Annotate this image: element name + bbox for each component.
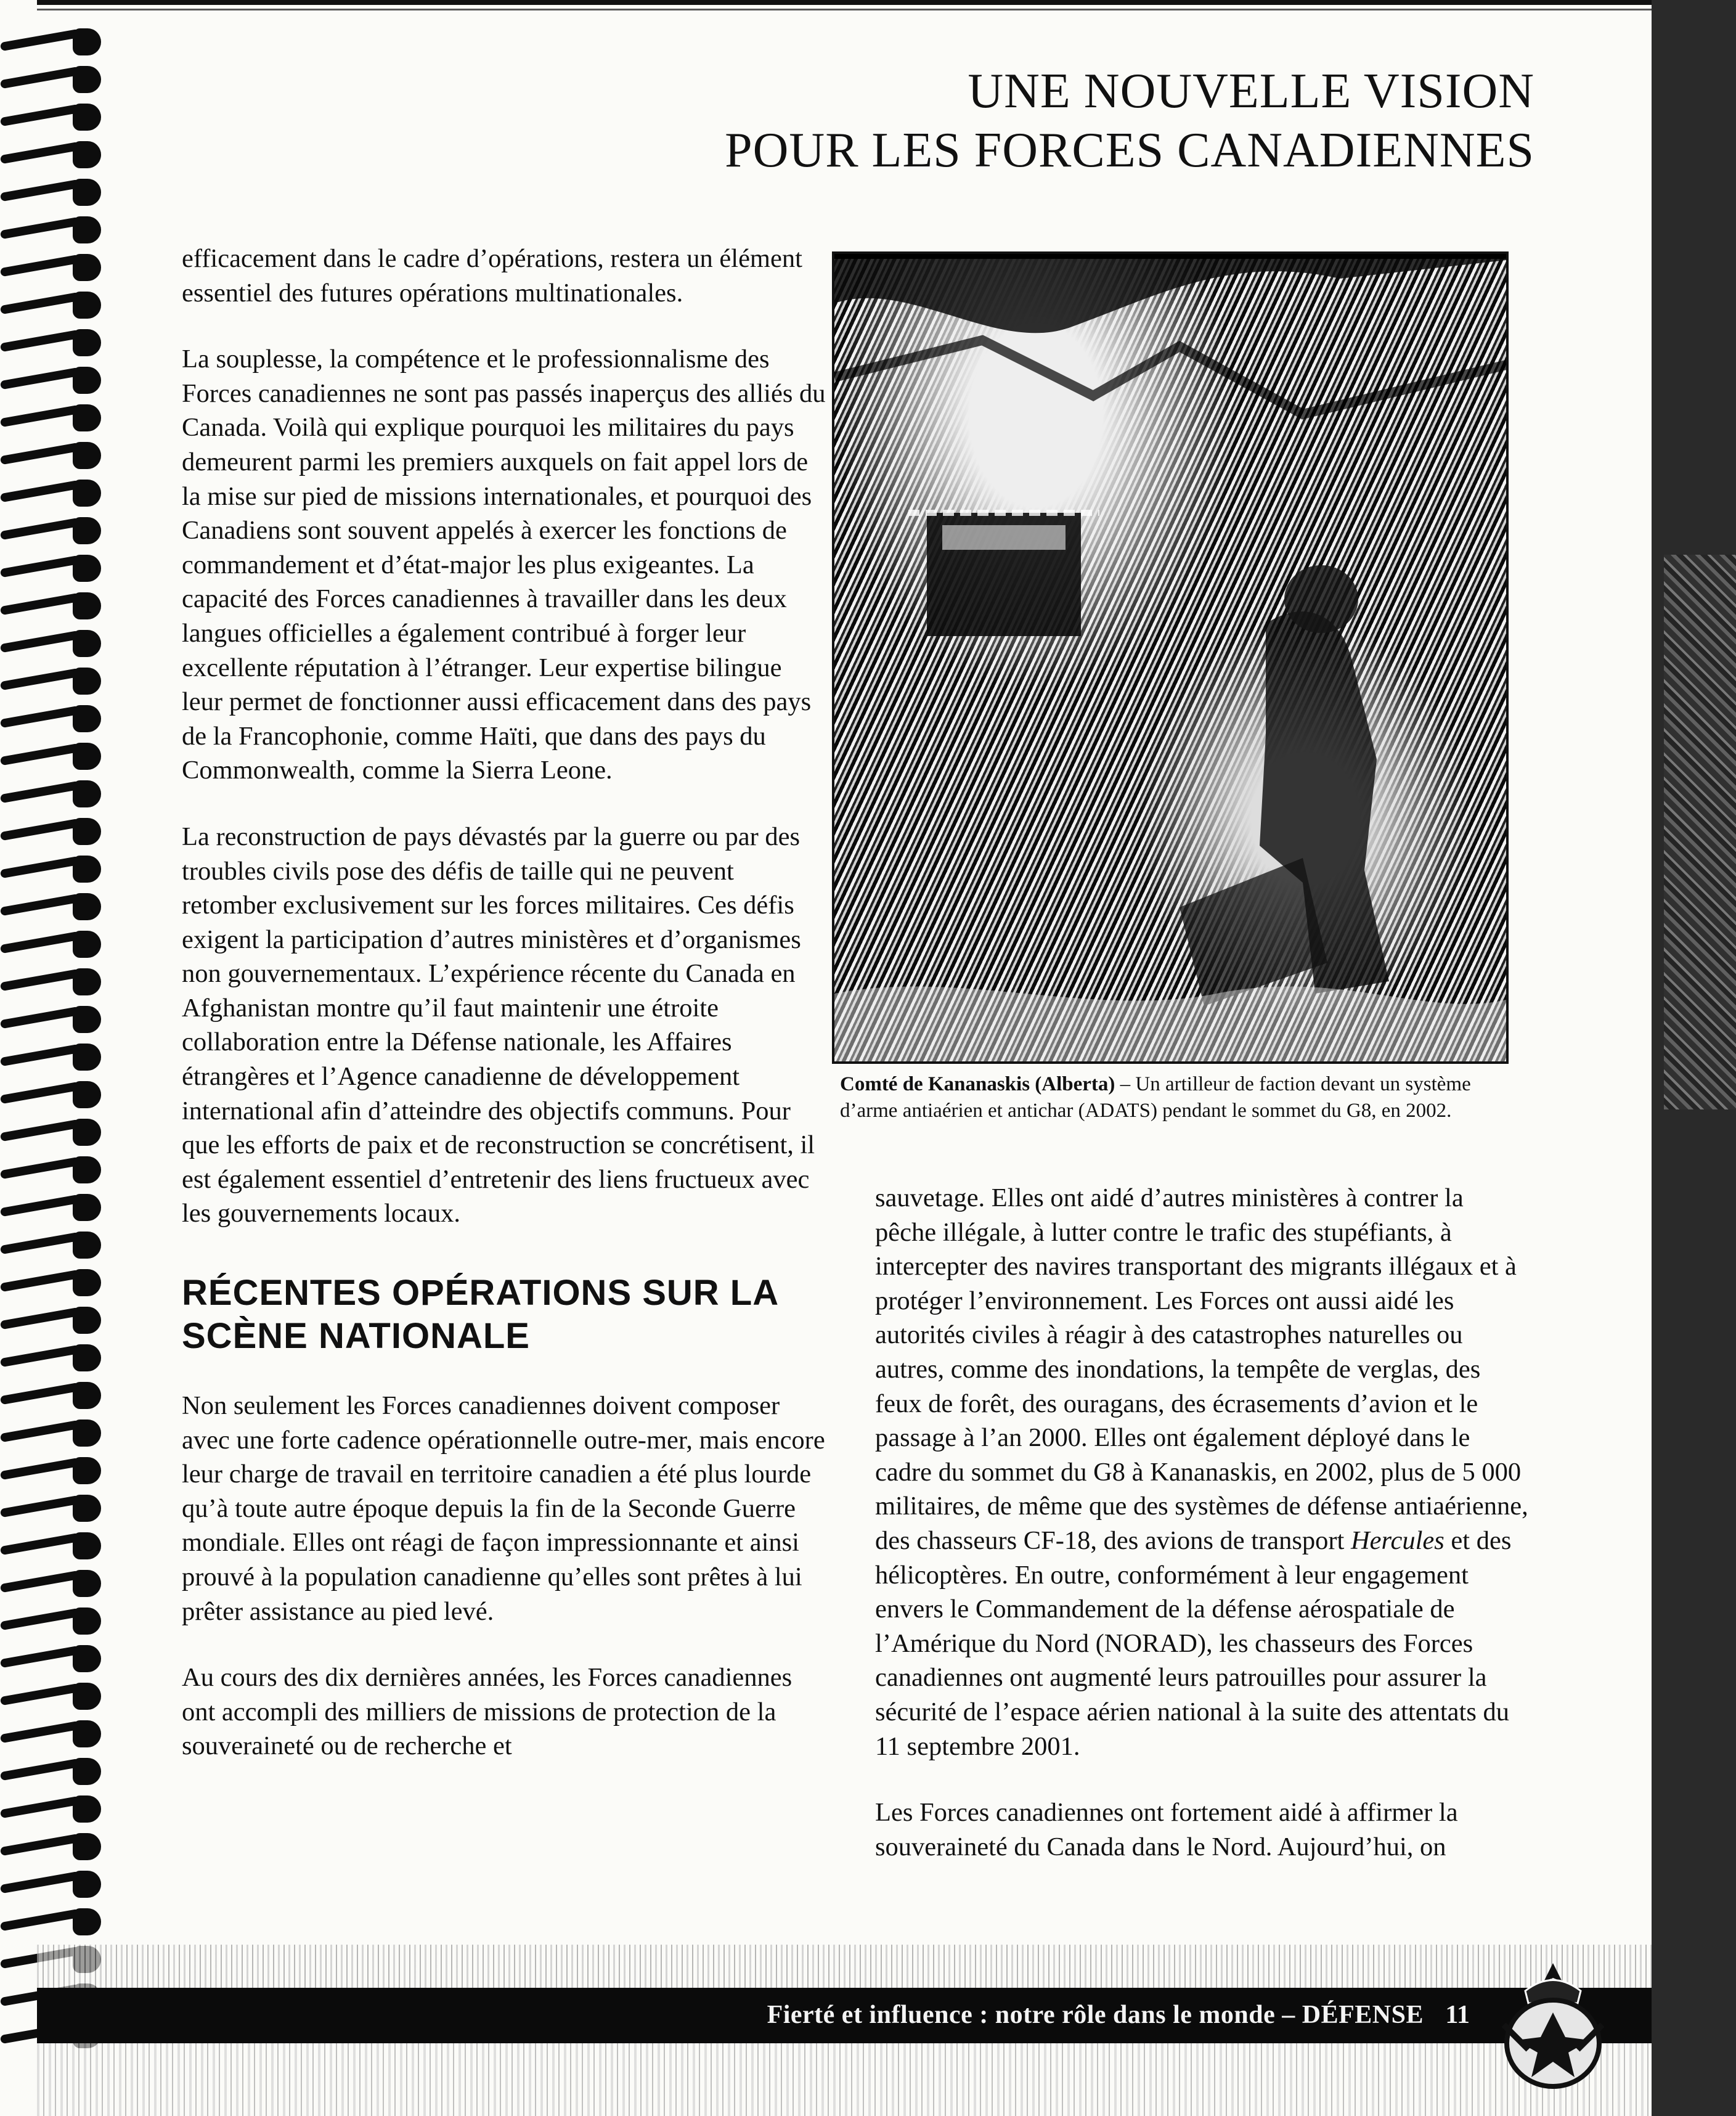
binding-coil: [0, 626, 105, 661]
binding-coil: [0, 1905, 105, 1939]
coil-wire: [0, 330, 80, 352]
coil-wire: [0, 856, 80, 878]
binding-coil: [0, 1228, 105, 1262]
binding-coil: [0, 62, 105, 97]
coil-hole: [73, 179, 101, 206]
coil-hole: [73, 1495, 101, 1522]
footer-texture-bottom: [37, 2043, 1652, 2116]
coil-hole: [73, 818, 101, 845]
coil-hole: [73, 367, 101, 394]
coil-hole: [73, 1156, 101, 1183]
left-paragraph-4: Non seulement les Forces canadiennes doivent composer avec une forte cadence opérationnelle outre-mer, mais encore leur charge de travail en territoire canadien a été plus lourde qu’à toute autre époque depuis la fin de la Seconde Guerre mondiale. Elles ont réagi de façon impressionnante et ainsi prouvé à la population canadienne qu’elles sont prêtes à lui prêter assistance au pied levé.: [182, 1391, 825, 1626]
coil-wire: [0, 1608, 80, 1630]
footer-texture-top: [37, 1945, 1652, 1988]
binding-coil: [0, 852, 105, 886]
coil-hole: [73, 668, 101, 695]
spiral-binding-icon: [0, 25, 111, 2059]
coil-wire: [0, 1044, 80, 1066]
coil-hole: [73, 968, 101, 995]
coil-wire: [0, 367, 80, 390]
soldier-photo: [832, 251, 1509, 1064]
coil-wire: [0, 1533, 80, 1555]
coil-hole: [73, 1908, 101, 1935]
coil-wire: [0, 1495, 80, 1518]
top-rule: [37, 0, 1652, 5]
coil-wire: [0, 1119, 80, 1142]
coil-wire: [0, 1796, 80, 1818]
coil-hole: [73, 1607, 101, 1635]
coil-wire: [0, 1834, 80, 1856]
coil-wire: [0, 668, 80, 690]
binding-coil: [0, 1754, 105, 1789]
coil-wire: [0, 931, 80, 954]
page-title: [725, 62, 1534, 180]
coil-wire: [0, 29, 80, 51]
binding-coil: [0, 1378, 105, 1413]
binding-coil: [0, 965, 105, 999]
right-paragraph-1b: et des hélicoptères. En outre, conformément à leur engagement envers le Commandement de la défense aérospatiale de l’Amérique du Nord (NORAD), les chasseurs des Forces canadiennes ont augmenté leurs patrouilles pour assurer la sécurité de l’espace aérien national à la suite des attentats du 11 septembre 2001.: [875, 1526, 1512, 1761]
coil-hole: [73, 1871, 101, 1898]
coil-wire: [0, 443, 80, 465]
coil-hole: [73, 1307, 101, 1334]
coil-wire: [0, 1759, 80, 1781]
coil-wire: [0, 1195, 80, 1217]
binding-coil: [0, 288, 105, 322]
coil-wire: [0, 1909, 80, 1931]
right-paragraph-1-italic: Hercules: [1350, 1526, 1445, 1555]
coil-hole: [73, 292, 101, 319]
coil-hole: [73, 592, 101, 619]
binding-coil: [0, 1566, 105, 1601]
binding-coil: [0, 1792, 105, 1826]
coil-wire: [0, 1871, 80, 1893]
binding-coil: [0, 175, 105, 210]
binding-coil: [0, 1077, 105, 1112]
caption-text: – Un artilleur de faction devant un système d’arme antiaérien et antichar (ADATS) pendant le sommet du G8, en 2002.: [840, 1073, 1471, 1122]
binding-coil: [0, 137, 105, 172]
binding-coil: [0, 701, 105, 736]
coil-wire: [0, 1383, 80, 1405]
coil-wire: [0, 781, 80, 803]
binding-coil: [0, 325, 105, 360]
coil-hole: [73, 1720, 101, 1747]
coil-hole: [73, 28, 101, 55]
binding-coil: [0, 363, 105, 398]
coil-wire: [0, 593, 80, 615]
binding-coil: [0, 889, 105, 924]
binding-coil: [0, 1491, 105, 1526]
binding-coil: [0, 476, 105, 510]
photo-top-bar: [834, 254, 1506, 259]
binding-coil: [0, 25, 105, 59]
binding-coil: [0, 1529, 105, 1563]
binding-coil: [0, 1604, 105, 1638]
photo-scene: [834, 254, 1506, 1061]
coil-hole: [73, 1006, 101, 1033]
binding-coil: [0, 1829, 105, 1864]
binding-coil: [0, 589, 105, 623]
binding-coil: [0, 1190, 105, 1225]
binding-coil: [0, 100, 105, 134]
coil-wire: [0, 1307, 80, 1330]
footer-text: Fierté et influence : notre rôle dans le monde – DÉFENSE: [767, 2001, 1424, 2029]
binding-coil: [0, 1115, 105, 1150]
coil-hole: [73, 1081, 101, 1108]
coil-hole: [73, 480, 101, 507]
left-paragraph-2: La souplesse, la compétence et le professionnalisme des Forces canadiennes ne sont pas passés inaperçus des alliés du Canada. Voilà qui explique pourquoi les militaires du pays demeurent parmi les premiers auxquels on fait appel lors de la mise sur pied de missions internationales, et pourquoi des Canadiens sont souvent appelés à exercer les fonctions de commandement et d’état-major les plus exigeantes. La capacité des Forces canadiennes à travailler dans les deux langues officielles a également contribué à forger leur excellente réputation à l’étranger. Leur expertise bilingue leur permet de fonctionner aussi efficacement dans des pays de la Francophonie, comme Haïti, que dans des pays du Commonwealth, comme la Sierra Leone.: [182, 345, 826, 785]
binding-coil: [0, 664, 105, 698]
coil-wire: [0, 142, 80, 164]
coil-hole: [73, 404, 101, 431]
coil-hole: [73, 329, 101, 356]
coil-hole: [73, 1532, 101, 1559]
coil-hole: [73, 1833, 101, 1860]
binding-coil: [0, 513, 105, 548]
page-footer: [37, 1945, 1652, 2116]
coil-hole: [73, 442, 101, 469]
top-rule-thin: [37, 9, 1652, 10]
coil-hole: [73, 931, 101, 958]
coil-hole: [73, 1420, 101, 1447]
coil-wire: [0, 743, 80, 766]
photo-caption: [840, 1071, 1518, 1124]
coil-hole: [73, 1044, 101, 1071]
binding-coil: [0, 1040, 105, 1074]
caption-place: Comté de Kananaskis (Alberta): [840, 1073, 1115, 1095]
coil-wire: [0, 969, 80, 991]
binding-coil: [0, 927, 105, 962]
coil-hole: [73, 517, 101, 544]
title-line-1: UNE NOUVELLE VISION: [968, 64, 1534, 118]
binding-coil: [0, 777, 105, 811]
coil-hole: [73, 743, 101, 770]
coil-wire: [0, 1571, 80, 1593]
coil-wire: [0, 67, 80, 89]
coil-hole: [73, 856, 101, 883]
coil-wire: [0, 555, 80, 578]
coil-hole: [73, 1344, 101, 1371]
binding-coil: [0, 1641, 105, 1676]
binding-coil: [0, 1303, 105, 1338]
coil-hole: [73, 66, 101, 93]
coil-hole: [73, 705, 101, 732]
binding-coil: [0, 1265, 105, 1300]
coil-wire: [0, 1345, 80, 1367]
coil-wire: [0, 1420, 80, 1442]
coil-hole: [73, 893, 101, 920]
left-paragraph-5: Au cours des dix dernières années, les Forces canadiennes ont accompli des milliers de missions de protection de la souveraineté ou de recherche et: [182, 1663, 793, 1761]
coil-wire: [0, 1646, 80, 1668]
coil-wire: [0, 1458, 80, 1480]
coil-hole: [73, 104, 101, 131]
coil-wire: [0, 405, 80, 427]
canadian-forces-crest-icon: [1491, 1957, 1615, 2105]
binding-coil: [0, 401, 105, 435]
coil-hole: [73, 780, 101, 807]
left-paragraph-1: efficacement dans le cadre d’opérations, restera un élément essentiel des futures opérations multinationales.: [182, 244, 802, 308]
coil-wire: [0, 1007, 80, 1029]
binding-coil: [0, 739, 105, 774]
right-paragraph-1a: sauvetage. Elles ont aidé d’autres ministères à contrer la pêche illégale, à lutter contre le trafic des stupéfiants, à intercepter des navires transportant des migrants illégaux et à protéger l’environnement. Les Forces ont aussi aidé les autorités civiles à réagir à des catastrophes naturelles ou autres, comme des inondations, la tempête de verglas, des feux de forêt, des ouragans, des écrasements d’avion et le passage à l’an 2000. Elles ont également déployé dans le cadre du sommet du G8 à Kananaskis, en 2002, plus de 5 000 militaires, de même que des systèmes de défense antiaérienne, des chasseurs CF-18, des avions de transport: [875, 1183, 1528, 1555]
title-line-2: POUR LES FORCES CANADIENNES: [725, 123, 1534, 178]
coil-hole: [73, 1457, 101, 1484]
right-paragraph-2: Les Forces canadiennes ont fortement aidé à affirmer la souveraineté du Canada dans le Nord. Aujourd’hui, on: [875, 1798, 1458, 1861]
coil-hole: [73, 216, 101, 243]
section-heading: RÉCENTES OPÉRATIONS SUR LA SCÈNE NATIONALE: [182, 1273, 778, 1357]
binding-coil: [0, 1002, 105, 1037]
coil-hole: [73, 1382, 101, 1409]
coil-wire: [0, 1721, 80, 1743]
right-column: [875, 1181, 1528, 1896]
coil-hole: [73, 1683, 101, 1710]
coil-hole: [73, 1758, 101, 1785]
coil-hole: [73, 1269, 101, 1296]
binding-coil: [0, 1717, 105, 1751]
page-number: 11: [1445, 2001, 1470, 2029]
coil-hole: [73, 141, 101, 168]
binding-coil: [0, 438, 105, 473]
left-column: [182, 242, 829, 1795]
coil-wire: [0, 1232, 80, 1254]
coil-wire: [0, 292, 80, 314]
left-paragraph-3: La reconstruction de pays dévastés par la guerre ou par des troubles civils pose des défis de taille qui ne peuvent retomber exclusivement sur les forces militaires. Ces défis exigent la participation d’autres ministères et d’organismes non gouvernementaux. L’expérience récente du Canada en Afghanistan montre qu’il faut maintenir une étroite collaboration entre la Défense nationale, les Affaires étrangères et l’Agence canadienne de développement international afin d’atteindre des objectifs communs. Pour que les efforts de paix et de reconstruction se concrétisent, il est également essentiel d’entretenir des liens fructueux avec les gouvernements locaux.: [182, 822, 815, 1228]
coil-hole: [73, 254, 101, 281]
binding-coil: [0, 1867, 105, 1902]
coil-wire: [0, 518, 80, 540]
coil-hole: [73, 1119, 101, 1146]
coil-wire: [0, 255, 80, 277]
right-paragraph-1: [875, 1181, 1528, 1763]
coil-wire: [0, 819, 80, 841]
binding-coil: [0, 213, 105, 247]
scan-edge: [1652, 0, 1736, 2116]
coil-wire: [0, 179, 80, 202]
binding-coil: [0, 1341, 105, 1375]
coil-hole: [73, 1232, 101, 1259]
coil-hole: [73, 1795, 101, 1823]
coil-wire: [0, 1082, 80, 1104]
coil-wire: [0, 104, 80, 126]
coil-hole: [73, 1570, 101, 1597]
coil-wire: [0, 1157, 80, 1179]
binding-coil: [0, 551, 105, 586]
binding-coil: [0, 814, 105, 849]
coil-hole: [73, 630, 101, 657]
coil-wire: [0, 1683, 80, 1705]
coil-wire: [0, 706, 80, 728]
coil-hole: [73, 555, 101, 582]
binding-coil: [0, 1453, 105, 1488]
binding-coil: [0, 1679, 105, 1714]
binding-coil: [0, 1416, 105, 1450]
binding-coil: [0, 250, 105, 285]
coil-wire: [0, 894, 80, 916]
coil-wire: [0, 217, 80, 239]
coil-hole: [73, 1645, 101, 1672]
coil-hole: [73, 1194, 101, 1221]
coil-wire: [0, 1270, 80, 1292]
binding-coil: [0, 1153, 105, 1187]
coil-wire: [0, 480, 80, 502]
scan-edge-texture: [1664, 555, 1736, 1109]
coil-wire: [0, 631, 80, 653]
